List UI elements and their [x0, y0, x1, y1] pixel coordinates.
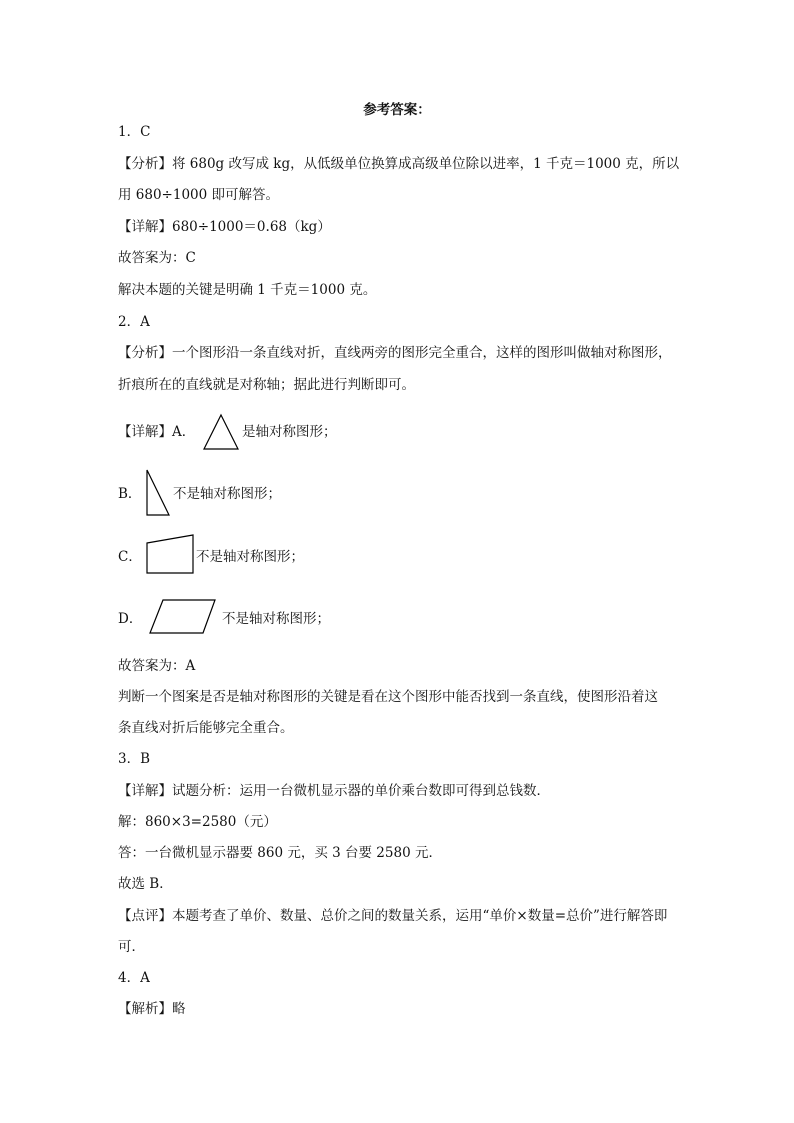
option-a-prefix: 【详解】A．	[118, 424, 196, 440]
option-c-prefix: C．	[118, 549, 142, 565]
answer-2-number: 2．A	[118, 314, 150, 330]
answer-2-conclusion: 故答案为：A	[118, 658, 196, 674]
page-title: 参考答案：	[363, 102, 431, 118]
trapezoid-figure	[145, 533, 197, 575]
answer-1-key: 解决本题的关键是明确 1 千克＝1000 克。	[118, 282, 377, 298]
answer-2-key-line-1: 判断一个图案是否是轴对称图形的关键是看在这个图形中能否找到一条直线，使图形沿着这	[118, 689, 658, 705]
answer-3-choice: 故选 B．	[118, 876, 173, 892]
answer-3-comment-line-1: 【点评】本题考查了单价、数量、总价之间的数量关系，运用“单价×数量=总价”进行解答即	[118, 908, 668, 924]
option-d-text: 不是轴对称图形；	[222, 611, 330, 627]
right-triangle-figure	[143, 467, 173, 519]
answer-1-analysis-line-2: 用 680÷1000 即可解答。	[118, 187, 280, 203]
isosceles-triangle-figure	[201, 412, 241, 452]
answer-4-analysis: 【解析】略	[118, 1001, 186, 1017]
answer-1-analysis-line-1: 【分析】将 680g 改写成 kg，从低级单位换算成高级单位除以进率，1 千克＝1000 克，所以	[118, 156, 680, 172]
answer-3-answer: 答：一台微机显示器要 860 元，买 3 台要 2580 元．	[118, 845, 442, 861]
option-c-text: 不是轴对称图形；	[196, 549, 304, 565]
answer-2-analysis-line-1: 【分析】一个图形沿一条直线对折，直线两旁的图形完全重合，这样的图形叫做轴对称图形，	[118, 345, 672, 361]
answer-1-conclusion: 故答案为：C	[118, 250, 196, 266]
answer-3-number: 3．B	[118, 751, 151, 767]
answer-2-analysis-line-2: 折痕所在的直线就是对称轴；据此进行判断即可。	[118, 377, 415, 393]
answer-3-detail: 【详解】试题分析：运用一台微机显示器的单价乘台数即可得到总钱数．	[118, 783, 550, 799]
answer-2-key-line-2: 条直线对折后能够完全重合。	[118, 720, 294, 736]
answer-3-comment-line-2: 可．	[118, 939, 145, 955]
answer-3-solution: 解：860×3=2580（元）	[118, 814, 277, 830]
option-b-text: 不是轴对称图形；	[173, 486, 281, 502]
option-b-prefix: B．	[118, 486, 142, 502]
answer-1-number: 1．C	[118, 124, 151, 140]
answer-4-number: 4．A	[118, 970, 150, 986]
parallelogram-figure	[148, 598, 218, 636]
option-d-prefix: D．	[118, 611, 143, 627]
answer-1-detail: 【详解】680÷1000＝0.68（kg）	[118, 219, 331, 235]
option-a-text: 是轴对称图形；	[242, 424, 337, 440]
